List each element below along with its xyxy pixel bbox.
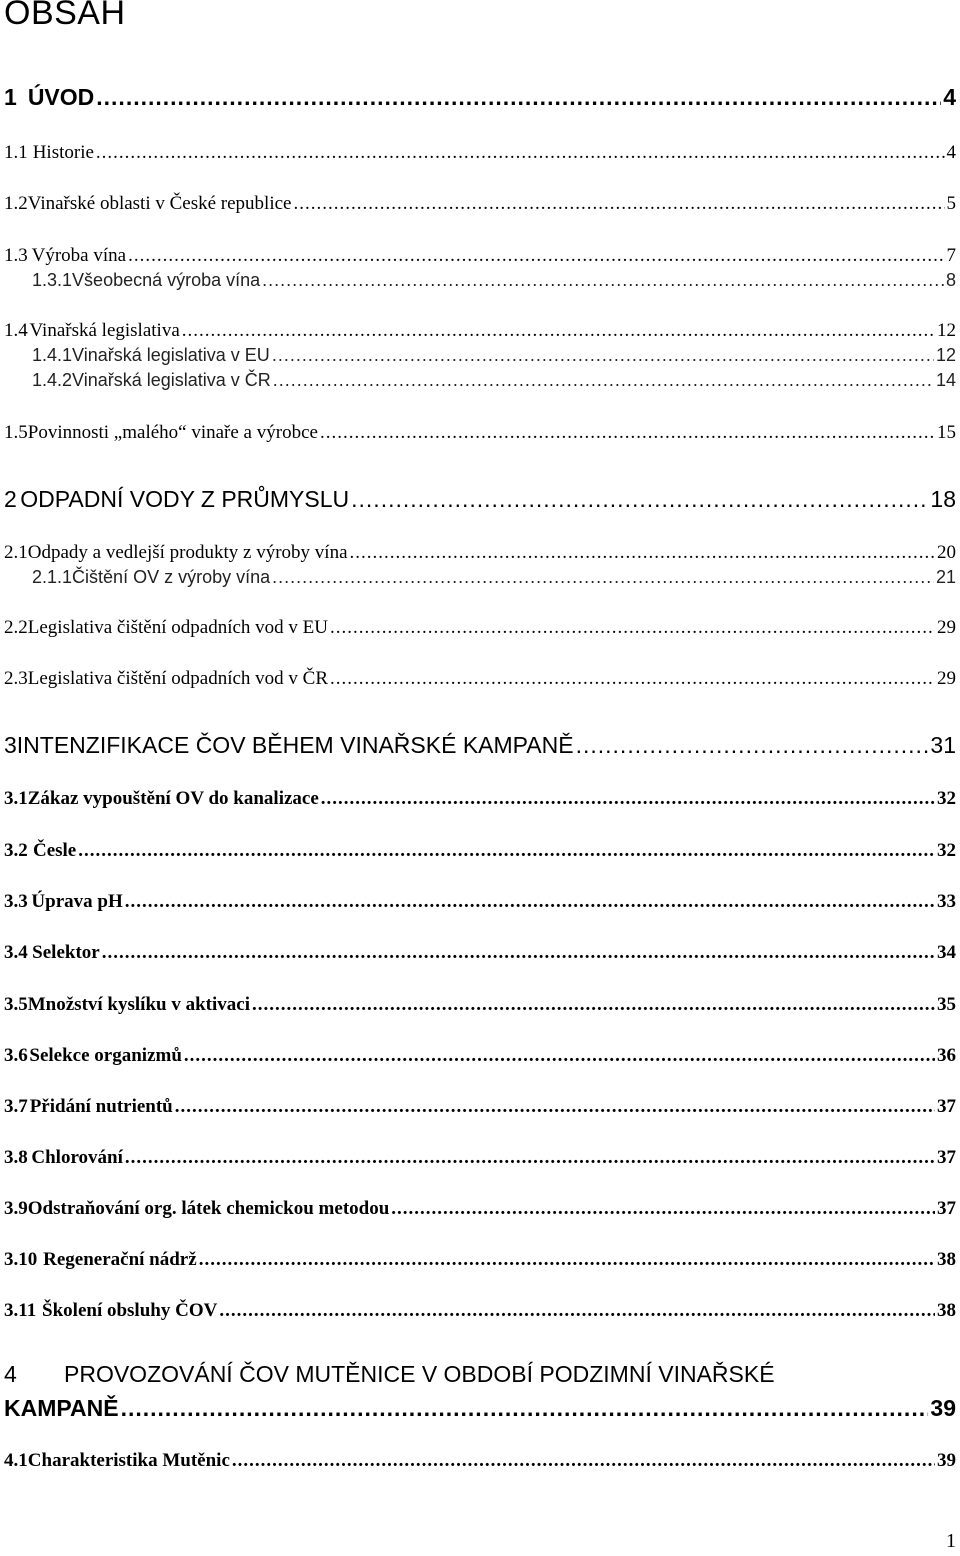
- toc-entry-number: 2.3: [4, 668, 28, 689]
- toc-entry-number: 1.4.1: [32, 345, 73, 365]
- toc-entry-title: Zákaz vypouštění OV do kanalizace: [27, 788, 319, 809]
- toc-entry[interactable]: [0, 245, 956, 267]
- toc-entry-title: Charakteristika Mutěnic: [27, 1450, 230, 1471]
- toc-entry-title: Všeobecná výroba vína: [72, 270, 261, 290]
- toc-entry-page: 12: [937, 320, 956, 341]
- toc-entry[interactable]: [0, 617, 956, 639]
- toc-leader-dots: [199, 1249, 935, 1271]
- toc-entry-number: 1.4.2: [32, 370, 73, 390]
- toc-entry[interactable]: [0, 193, 956, 215]
- toc-entry[interactable]: [0, 891, 956, 913]
- toc-entry-title-continuation: KAMPANĚ: [4, 1395, 119, 1421]
- toc-entry-page: 4: [943, 84, 956, 110]
- toc-entry-title: Česle: [32, 840, 77, 861]
- toc-leader-dots: [320, 422, 935, 444]
- toc-entry-number: 1.2: [4, 193, 28, 214]
- toc-leader-dots: [262, 270, 944, 291]
- toc-entry[interactable]: [0, 942, 956, 964]
- toc-entry-title: ODPADNÍ VODY Z PRŮMYSLU: [20, 486, 350, 512]
- toc-entry-number: 1.4: [4, 320, 28, 341]
- toc-entry-number: 3.2: [4, 840, 28, 861]
- toc-entry-page: 38: [937, 1249, 956, 1270]
- toc-entry-title: Vinařské oblasti v České republice: [27, 193, 292, 214]
- toc-entry-page: 31: [930, 732, 956, 758]
- toc-entry-title: ÚVOD: [27, 84, 95, 110]
- toc-entry-title: Výroba vína: [31, 245, 127, 266]
- toc-entry-number: 1.3.1: [32, 270, 73, 290]
- toc-entry[interactable]: [0, 542, 956, 564]
- toc-entry-number: 2.1: [4, 542, 28, 563]
- toc-entry-title: Vinařská legislativa: [29, 320, 180, 341]
- toc-entry-number: 1.5: [4, 422, 28, 443]
- toc-entry-page: 20: [937, 542, 956, 563]
- toc-entry[interactable]: [0, 422, 956, 444]
- toc-entry-title: Vinařská legislativa v EU: [72, 345, 270, 365]
- toc-entry-number: 3.9: [4, 1198, 28, 1219]
- toc-entry-number: 3.4: [4, 942, 28, 963]
- toc-entry-number: 3.1: [4, 788, 28, 809]
- toc-leader-dots: [184, 1045, 935, 1067]
- toc-entry-number: 3.5: [4, 994, 28, 1015]
- toc-entry[interactable]: [0, 1198, 956, 1220]
- toc-entry[interactable]: [0, 994, 956, 1016]
- toc-leader-dots: [96, 84, 941, 111]
- toc-entry[interactable]: [0, 567, 956, 588]
- toc-entry[interactable]: [0, 270, 956, 291]
- toc-entry[interactable]: [0, 486, 956, 513]
- toc-entry[interactable]: [0, 1300, 956, 1322]
- toc-entry[interactable]: [0, 370, 956, 391]
- toc-entry-number: 4: [4, 1361, 17, 1387]
- toc-entry-title: Historie: [32, 142, 94, 163]
- toc-leader-dots: [219, 1300, 935, 1322]
- toc-entry-page: 14: [935, 370, 956, 390]
- toc-entry[interactable]: [0, 840, 956, 862]
- page-number: 1: [946, 1530, 956, 1552]
- toc-entry-page: 37: [937, 1147, 956, 1168]
- toc-entry[interactable]: [0, 142, 956, 164]
- toc-leader-dots: [576, 732, 929, 759]
- toc-entry-title: Odstraňování org. látek chemickou metodou: [27, 1198, 390, 1219]
- toc-entry-line2: [0, 1395, 956, 1422]
- toc-entry-page: 35: [937, 994, 956, 1015]
- toc-entry-number: 3.11: [4, 1300, 37, 1321]
- toc-entry-title: Odpady a vedlejší produkty z výroby vína: [27, 542, 348, 563]
- toc-entry[interactable]: [0, 668, 956, 690]
- toc-entry-number: 1.3: [4, 245, 28, 266]
- toc-entry-title: Regenerační nádrž: [43, 1249, 197, 1270]
- toc-entry-title: INTENZIFIKACE ČOV BĚHEM VINAŘSKÉ KAMPANĚ: [16, 732, 574, 758]
- toc-leader-dots: [96, 142, 945, 164]
- toc-entry[interactable]: [0, 1096, 956, 1118]
- toc-leader-dots: [182, 320, 935, 342]
- toc-entry-number: 2.1.1: [32, 567, 73, 587]
- toc-entry[interactable]: [0, 1450, 956, 1472]
- toc-leader-dots: [351, 486, 928, 513]
- toc-entry-title: Legislativa čištění odpadních vod v ČR: [27, 668, 329, 689]
- toc-entry-title: Školení obsluhy ČOV: [42, 1300, 218, 1321]
- toc-entry-number: 2: [4, 486, 17, 512]
- toc-entry-page: 32: [937, 788, 956, 809]
- toc-entry-title: PROVOZOVÁNÍ ČOV MUTĚNICE V OBDOBÍ PODZIMNÍ VINAŘSKÉ: [64, 1361, 775, 1387]
- toc-entry-number: 1: [4, 84, 17, 110]
- toc-entry-title: Vinařská legislativa v ČR: [72, 370, 271, 390]
- toc-entry-title: Selekce organizmů: [29, 1045, 182, 1066]
- toc-entry-title: Chlorování: [31, 1147, 123, 1168]
- toc-entry-page: 7: [946, 245, 956, 266]
- toc-entry-page: 36: [937, 1045, 956, 1066]
- toc-entry-title: Přidání nutrientů: [29, 1096, 173, 1117]
- toc-entry-number: 4.1: [4, 1450, 28, 1471]
- toc-leader-dots: [330, 617, 935, 639]
- toc-entry[interactable]: [0, 320, 956, 342]
- toc-entry[interactable]: [0, 84, 956, 111]
- toc-entry-page: 39: [930, 1395, 956, 1421]
- toc-entry-page: 34: [937, 942, 956, 963]
- toc-entry-page: 39: [937, 1450, 956, 1471]
- toc-leader-dots: [350, 542, 935, 564]
- toc-entry-number: 3.7: [4, 1096, 28, 1117]
- toc-entry-page: 37: [937, 1096, 956, 1117]
- toc-entry-title: Povinnosti „malého“ vinaře a výrobce: [27, 422, 318, 443]
- toc-leader-dots: [78, 840, 935, 862]
- toc-leader-dots: [232, 1450, 935, 1472]
- toc-entry[interactable]: [0, 1361, 956, 1431]
- toc-entry-page: 37: [937, 1198, 956, 1219]
- toc-entry[interactable]: [0, 788, 956, 810]
- toc-entry-page: 4: [946, 142, 956, 163]
- toc-entry-line1: [0, 1361, 775, 1388]
- toc-entry[interactable]: [0, 345, 956, 366]
- toc-heading: OBSAH: [4, 0, 126, 32]
- toc-leader-dots: [252, 994, 935, 1016]
- toc-entry-number: 2.2: [4, 617, 28, 638]
- toc-entry-number: 1.1: [4, 142, 28, 163]
- toc-entry-page: 33: [937, 891, 956, 912]
- toc-entry[interactable]: [0, 1147, 956, 1169]
- toc-entry-page: 21: [935, 567, 956, 587]
- toc-leader-dots: [273, 370, 934, 391]
- toc-entry-page: 32: [937, 840, 956, 861]
- toc-entry-number: 3.3: [4, 891, 28, 912]
- toc-leader-dots: [128, 245, 944, 267]
- toc-leader-dots: [125, 891, 935, 913]
- toc-entry-page: 38: [937, 1300, 956, 1321]
- toc-entry-page: 8: [945, 270, 956, 290]
- toc-entry-page: 5: [946, 193, 956, 214]
- toc-leader-dots: [175, 1096, 935, 1118]
- toc-leader-dots: [272, 567, 934, 588]
- toc-entry-number: 3.6: [4, 1045, 28, 1066]
- toc-entry-page: 18: [930, 486, 956, 512]
- toc-leader-dots: [321, 788, 935, 810]
- toc-leader-dots: [272, 345, 934, 366]
- toc-leader-dots: [330, 668, 935, 690]
- toc-entry-title: Úprava pH: [31, 891, 123, 912]
- toc-leader-dots: [391, 1198, 935, 1220]
- toc-entry[interactable]: [0, 1249, 956, 1271]
- toc-entry-page: 29: [937, 668, 956, 689]
- toc-leader-dots: [102, 942, 935, 964]
- toc-entry-page: 29: [937, 617, 956, 638]
- toc-leader-dots: [293, 193, 944, 215]
- toc-leader-dots: [125, 1147, 935, 1169]
- toc-entry-page: 15: [937, 422, 956, 443]
- toc-entry-title: Legislativa čištění odpadních vod v EU: [27, 617, 328, 638]
- toc-entry-number: 3: [4, 732, 17, 758]
- toc-entry-number: 3.10: [4, 1249, 38, 1270]
- toc-entry-title: Čištění OV z výroby vína: [72, 567, 271, 587]
- toc-leader-dots: [121, 1395, 929, 1422]
- toc-entry-title: Selektor: [32, 942, 100, 963]
- toc-entry-number: 3.8: [4, 1147, 28, 1168]
- toc-entry-title: Množství kyslíku v aktivaci: [27, 994, 250, 1015]
- toc-entry[interactable]: [0, 732, 956, 759]
- toc-entry[interactable]: [0, 1045, 956, 1067]
- toc-entry-page: 12: [935, 345, 956, 365]
